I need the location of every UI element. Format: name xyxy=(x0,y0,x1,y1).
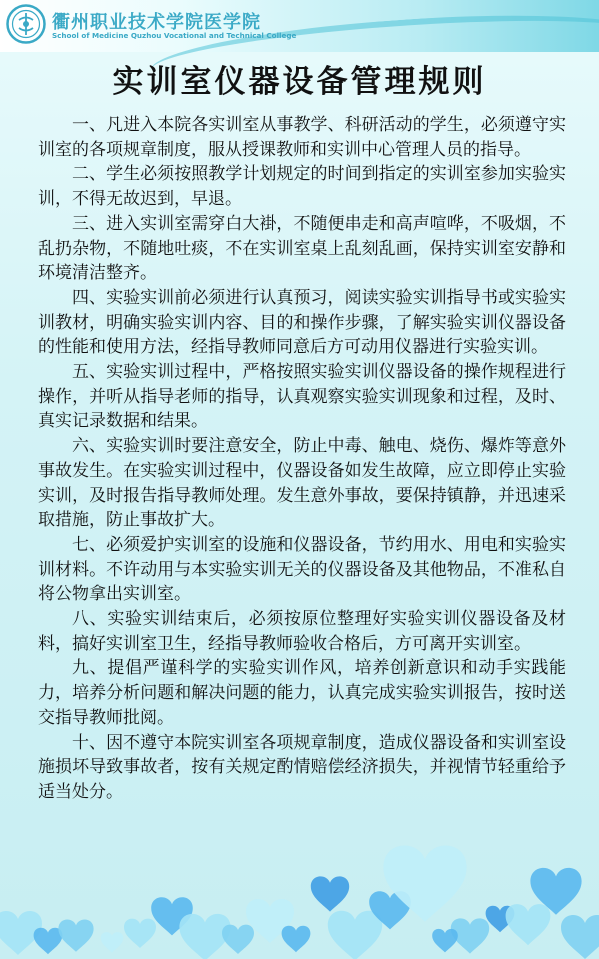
heart-icon xyxy=(282,926,311,952)
heart-icon xyxy=(328,911,382,959)
school-name-cn: 衢州职业技术学院医学院 xyxy=(52,12,261,33)
school-logo-icon xyxy=(6,4,46,44)
heart-icon xyxy=(506,904,551,945)
rule-8: 八、实验实训结束后，必须按原位整理好实验实训仪器设备及材料，搞好实训室卫生，经指导教师验收合格后，方可离开实训室。 xyxy=(38,609,566,654)
rule-5: 五、实验实训过程中，严格按照实验实训仪器设备的操作规程进行操作，并听从指导老师的指导，认真观察实验实训现象和过程，及时、真实记录数据和结果。 xyxy=(38,362,566,432)
rules-body xyxy=(38,113,566,805)
heart-icon xyxy=(561,915,599,959)
heart-icon xyxy=(34,928,63,954)
rule-3: 三、进入实训室需穿白大褂，不随便串走和高声喧哗，不吸烟，不乱扔杂物，不随地吐痰，不在实训室桌上乱刻乱画，保持实训室安静和环境清洁整齐。 xyxy=(38,213,566,284)
heart-icon xyxy=(58,920,93,952)
rule-6: 六、实验实训时要注意安全，防止中毒、触电、烧伤、爆炸等意外事故发生。在实验实训过程中，仪器设备如发生故障，应立即停止实验实训，及时报告指导教师处理。发生意外事故，要保持镇静，并迅速采取措施，防止事故扩大。 xyxy=(38,436,566,531)
rule-2: 二、学生必须按照教学计划规定的时间到指定的实训室参加实验实训，不得无故迟到，早退。 xyxy=(38,164,566,210)
heart-icon xyxy=(222,925,254,954)
rule-1: 一、凡进入本院各实训室从事教学、科研活动的学生，必须遵守实训室的各项规章制度，服从授课教师和实训中心管理人员的指导。 xyxy=(38,115,566,160)
school-name-en: School of Medicine Quzhou Vocational and Technical College xyxy=(52,31,297,40)
rule-10: 十、因不遵守本院实训室各项规章制度，造成仪器设备和实训室设施损坏导致事故者，按有关规定酌情赔偿经济损失，并视情节轻重给予适当处分。 xyxy=(38,732,566,802)
heart-icon xyxy=(101,932,123,953)
rule-4: 四、实验实训前必须进行认真预习，阅读实验实训指导书或实验实训教材，明确实验实训内容、目的和操作步骤，了解实验实训仪器设备的性能和使用方法，经指导教师同意后方可动用仪器进行实验实训。 xyxy=(38,287,566,358)
heart-decoration xyxy=(0,820,599,959)
heart-icon xyxy=(432,929,458,952)
heart-icon xyxy=(311,876,349,911)
rule-9: 九、提倡严谨科学的实验实训作风，培养创新意识和动手实践能力，培养分析问题和解决问题的能力，认真完成实验实训报告，按时送交指导教师批阅。 xyxy=(38,658,566,728)
rule-7: 七、必须爱护实训室的设施和仪器设备，节约用水、用电和实验实训材料。不许动用与本实验实训无关的仪器设备及其他物品，不准私自将公物拿出实训室。 xyxy=(38,534,566,605)
page-title: 实训室仪器设备管理规则 xyxy=(112,64,487,100)
heart-icon xyxy=(124,919,156,948)
